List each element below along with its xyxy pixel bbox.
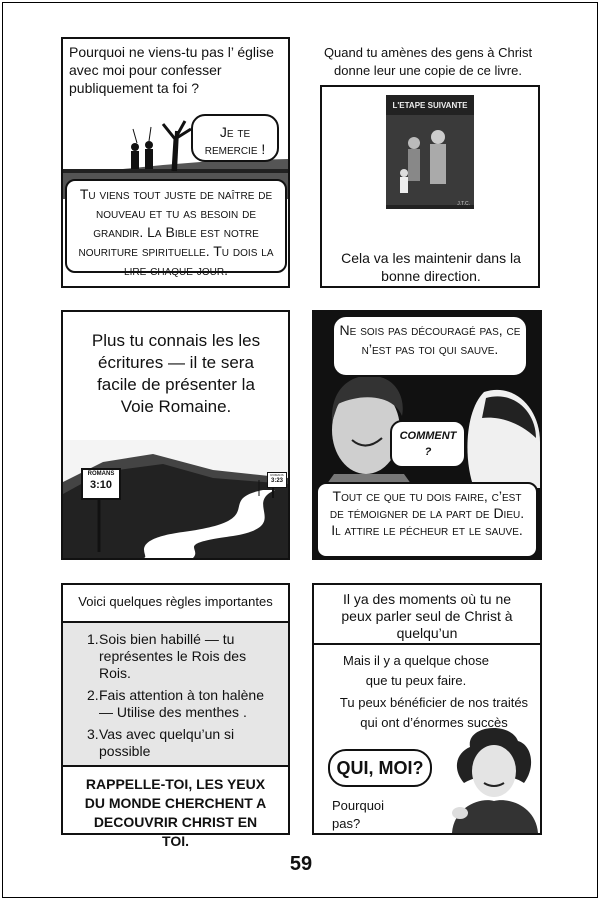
book-cover: [386, 95, 474, 209]
rules-heading: Voici quelques règles importantes: [78, 594, 273, 609]
rule-text: Fais attention à ton halène — Utilise des menthes .: [99, 687, 265, 720]
tracts-line-1: Mais il y a quelque chose que tu peux faire.: [343, 653, 489, 688]
reminder-text: RAPPELLE-TOI, LES YEUX DU MONDE CHERCHENT A DECOUVRIR CHRIST EN TOI.: [84, 776, 267, 849]
rule-number: 2.: [87, 687, 99, 703]
rule-number: 3.: [87, 726, 99, 742]
caption-divider: [314, 643, 540, 645]
advice-balloon: Tu viens tout juste de naître de nouveau et tu as besoin de grandir. La Bible est notre nouriture spirituelle. Tu dois la lire chaque jour.: [65, 179, 287, 273]
rule-text: Sois bien habillé — tu représentes le Rois des Rois.: [99, 631, 247, 681]
qui-moi-balloon: QUI, MOI?: [328, 749, 432, 787]
rule-number: 1.: [87, 631, 99, 647]
tracts-line-2: Tu peux bénéficier de nos traités qui ont d’énormes succès: [339, 695, 529, 730]
book-publisher: J.T.C.: [457, 201, 470, 207]
panel-invitation: [61, 37, 290, 288]
rule-item: [63, 687, 288, 721]
discouragement-balloon: Ne sois pas découragé pas, ce n’est pas toi qui sauve.: [332, 315, 528, 377]
rules-list: [63, 631, 288, 760]
roman-sign-3-10: [81, 468, 121, 500]
book-caption-top: Quand tu amènes des gens à Christ donne leur une copie de ce livre.: [323, 45, 533, 78]
testimony-balloon: Tout ce que tu dois faire, c’est de témoigner de la part de Dieu. Il attire le pécheur et le sauve.: [316, 482, 538, 558]
panel-tracts: [312, 583, 542, 835]
panel-roman-road: [61, 310, 290, 560]
panel-book: [320, 85, 540, 288]
sign-verse: 3:23: [270, 478, 283, 484]
book-caption-bottom: Cela va les maintenir dans la bonne direction.: [341, 250, 521, 284]
sign-verse: 3:10: [89, 479, 113, 491]
question-caption: Pourquoi ne viens-tu pas l’ église avec moi pour confesser publiquement ta foi ?: [69, 44, 274, 96]
pourquoi-pas-text: Pourquoi pas?: [332, 798, 385, 831]
rules-box: [63, 621, 288, 767]
tracts-caption-top: Il ya des moments où tu ne peux parler seul de Christ à quelqu’un: [341, 591, 513, 641]
rule-text: Vas avec quelqu’un si possible: [99, 726, 235, 759]
reply-balloon: Je te remercie !: [191, 114, 279, 162]
panel-encouragement: [312, 310, 542, 560]
sign-label: ROMANS: [270, 473, 284, 477]
book-title: L'ETAPE SUIVANTE: [392, 101, 468, 110]
family-figures-icon: [386, 115, 474, 205]
rule-item: [63, 631, 288, 682]
roman-sign-3-23: [267, 472, 287, 488]
question-balloon: COMMENT ?: [390, 420, 466, 468]
panel-rules: [61, 583, 290, 849]
rule-item: [63, 726, 288, 760]
woman-portrait-illustration: [440, 727, 540, 833]
roman-road-caption: Plus tu connais les les écritures — il te sera facile de présenter la Voie Romaine.: [91, 331, 261, 416]
sign-label: ROMANS: [87, 471, 115, 477]
page-number: 59: [289, 853, 313, 875]
